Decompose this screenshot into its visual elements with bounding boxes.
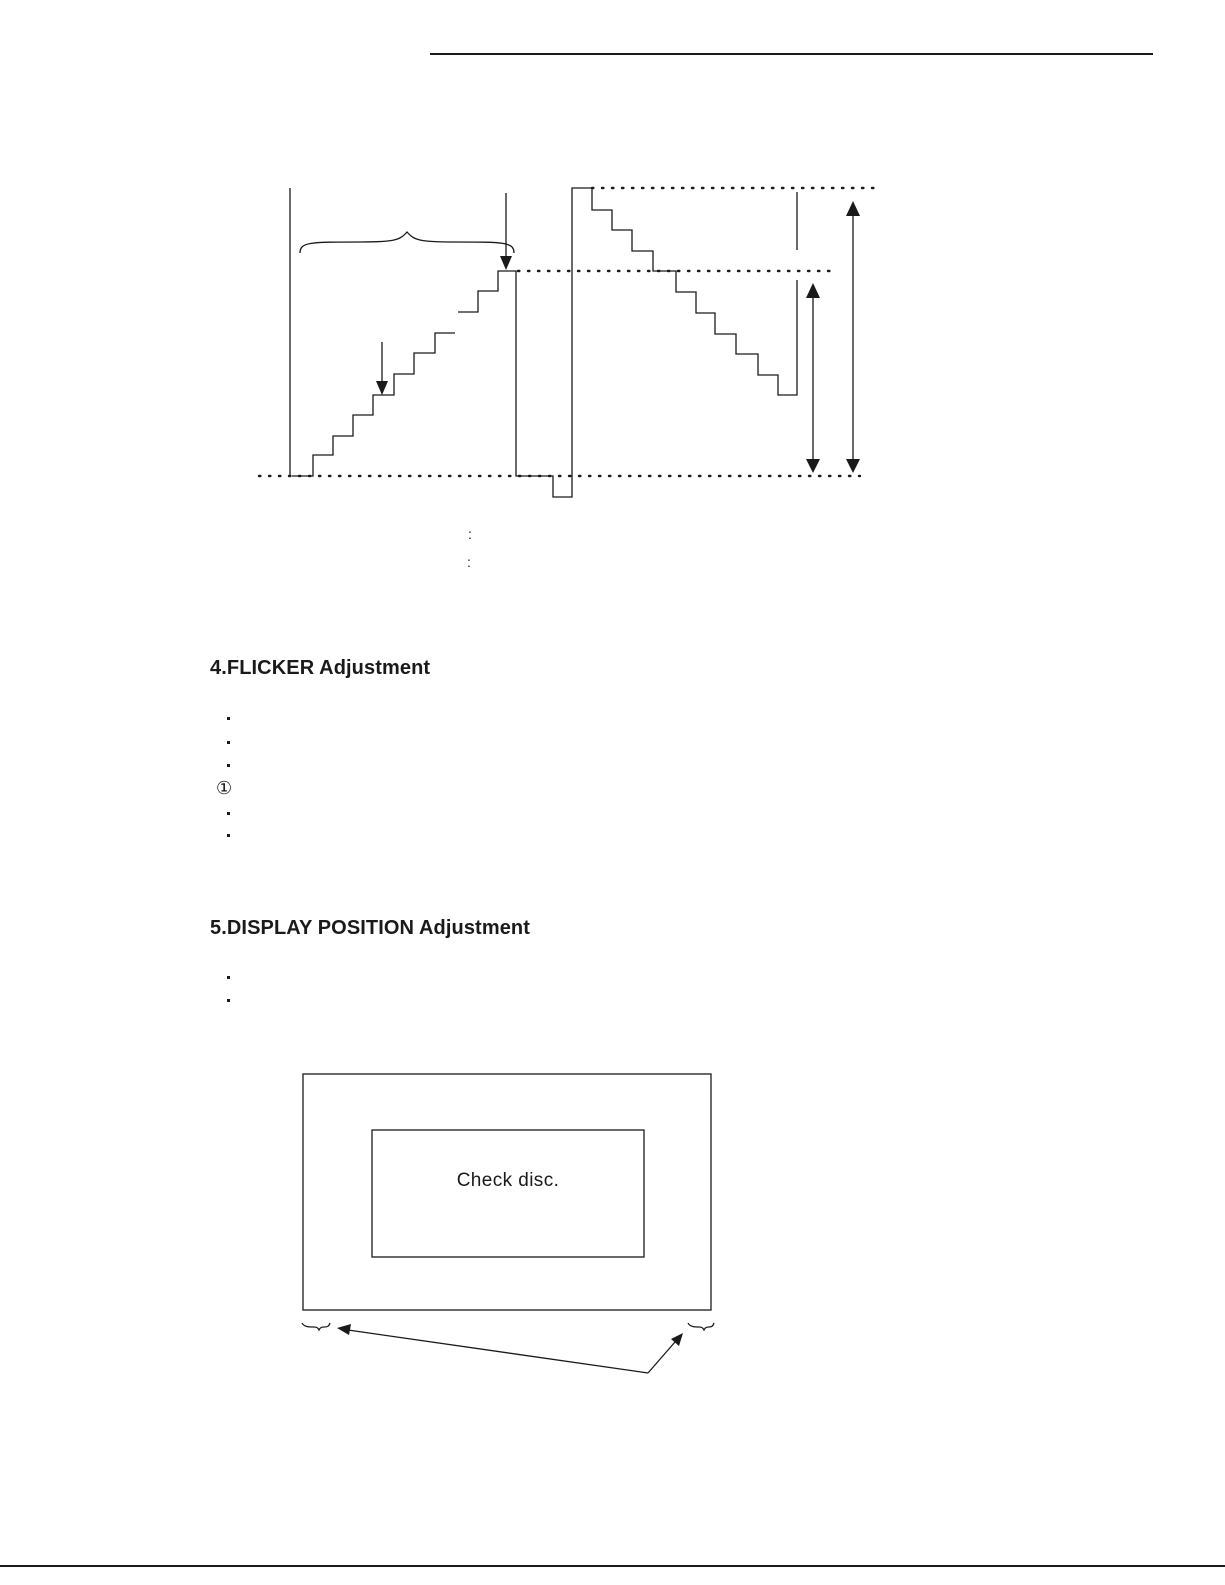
step-one-marker: ① xyxy=(216,778,233,799)
right-margin-pointer-arrow xyxy=(648,1342,675,1373)
osd-message-box xyxy=(372,1130,644,1257)
footer-rule xyxy=(0,1565,1225,1567)
flicker-adjustment-heading: 4.FLICKER Adjustment xyxy=(210,657,431,679)
tv-screen-outline xyxy=(303,1074,711,1310)
legend-colon-2: : xyxy=(467,554,471,570)
right-margin-brace xyxy=(688,1323,714,1330)
check-disc-message: Check disc. xyxy=(456,1170,560,1191)
left-margin-pointer-arrow xyxy=(348,1330,648,1373)
left-margin-brace xyxy=(302,1323,330,1330)
display-position-adjustment-heading: 5.DISPLAY POSITION Adjustment xyxy=(210,917,530,939)
legend-colon-1: : xyxy=(468,526,472,542)
